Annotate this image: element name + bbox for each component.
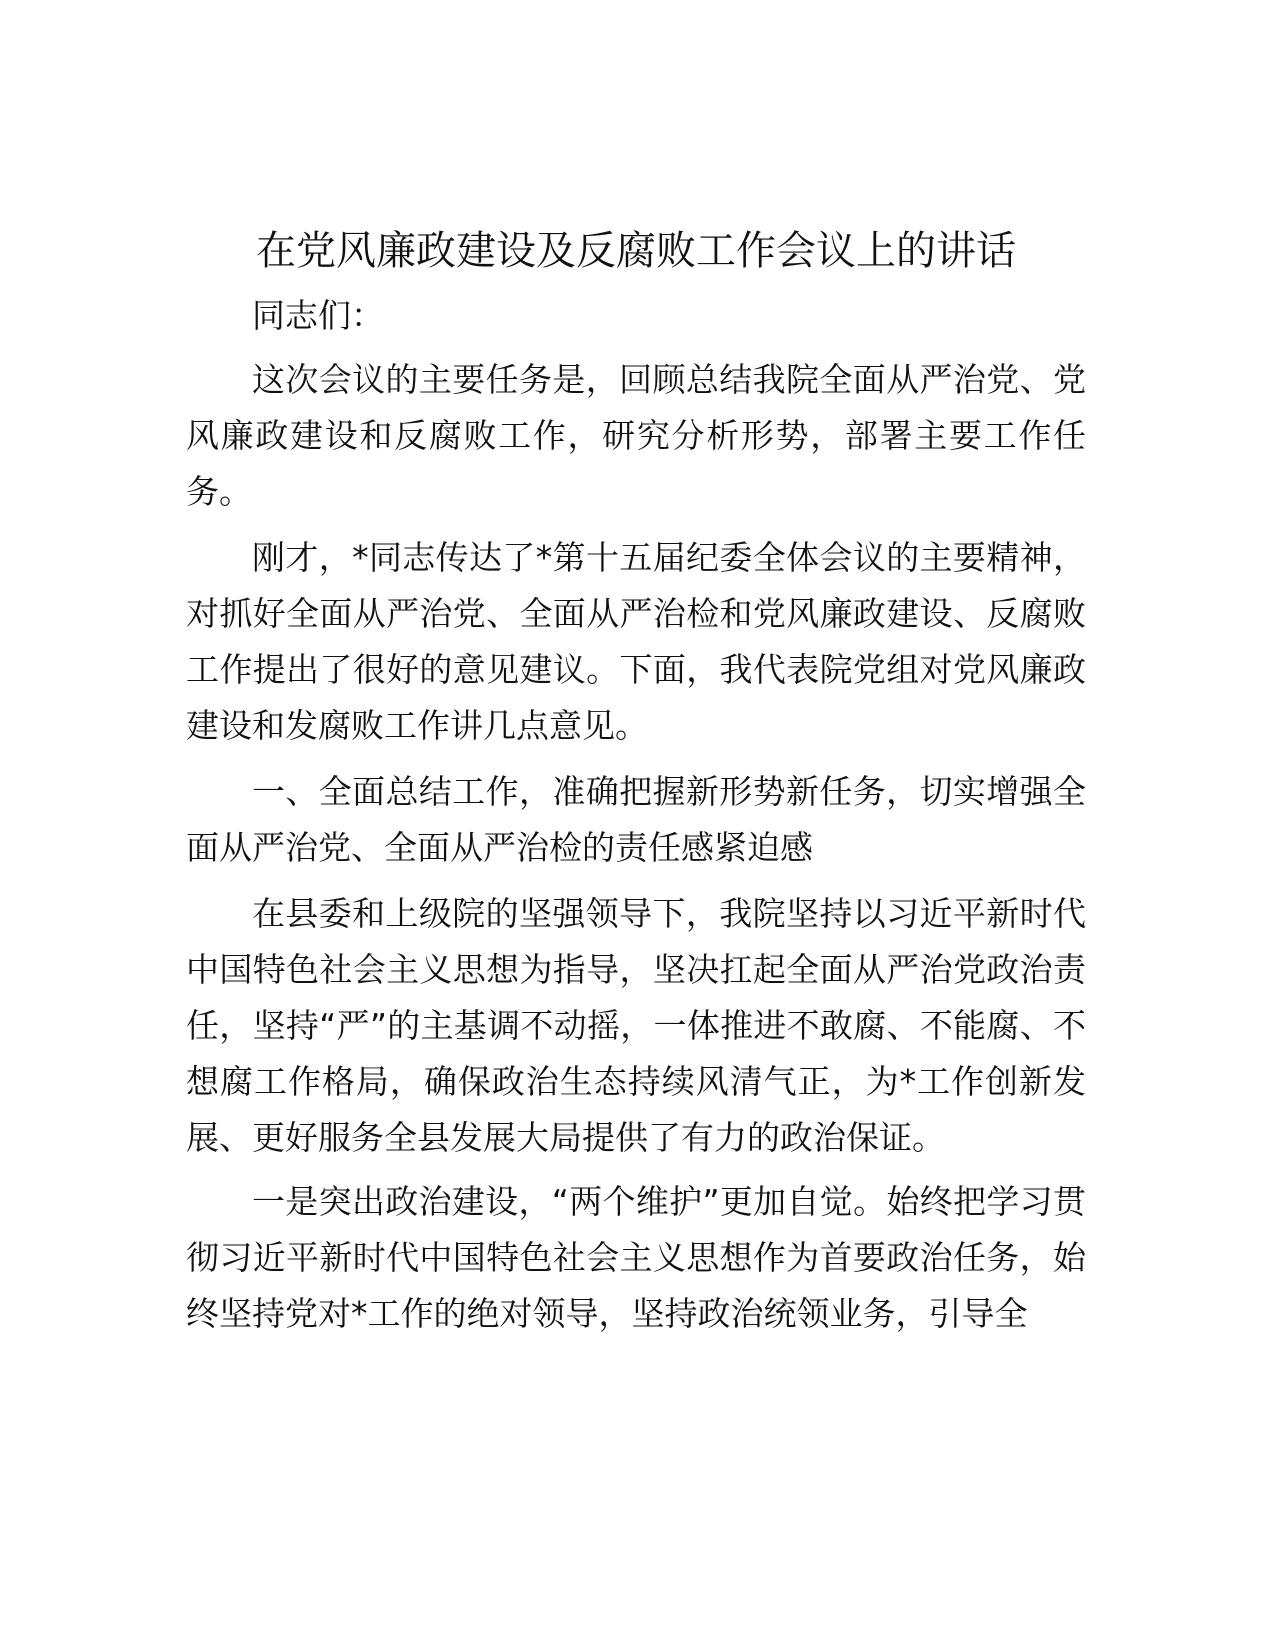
document-title: 在党风廉政建设及反腐败工作会议上的讲话 bbox=[256, 228, 1016, 274]
section-heading-one: 一、全面总结工作，准确把握新形势新任务，切实增强全面从严治党、全面从严治检的责任感紧迫感 bbox=[186, 772, 1086, 867]
paragraph-summary: 在县委和上级院的坚强领导下，我院坚持以习近平新时代中国特色社会主义思想为指导，坚决扛起全面从严治党政治责任，坚持“严”的主基调不动摇，一体推进不敢腐、不能腐、不想腐工作格局，确保政治生态持续风清气正，为*工作创新发展、更好服务全县发展大局提供了有力的政治保证。 bbox=[186, 894, 1086, 1157]
greeting: 同志们： bbox=[252, 296, 384, 335]
paragraph-intro: 这次会议的主要任务是，回顾总结我院全面从严治党、党风廉政建设和反腐败工作，研究分析形势，部署主要工作任务。 bbox=[186, 360, 1086, 511]
paragraph-point-one: 一是突出政治建设，“两个维护”更加自觉。始终把学习贯彻习近平新时代中国特色社会主义思想作为首要政治任务，始终坚持党对*工作的绝对领导，坚持政治统领业务，引导全 bbox=[186, 1182, 1086, 1333]
paragraph-remarks: 刚才，*同志传达了*第十五届纪委全体会议的主要精神，对抓好全面从严治党、全面从严治检和党风廉政建设、反腐败工作提出了很好的意见建议。下面，我代表院党组对党风廉政建设和发腐败工作讲几点意见。 bbox=[186, 538, 1086, 745]
